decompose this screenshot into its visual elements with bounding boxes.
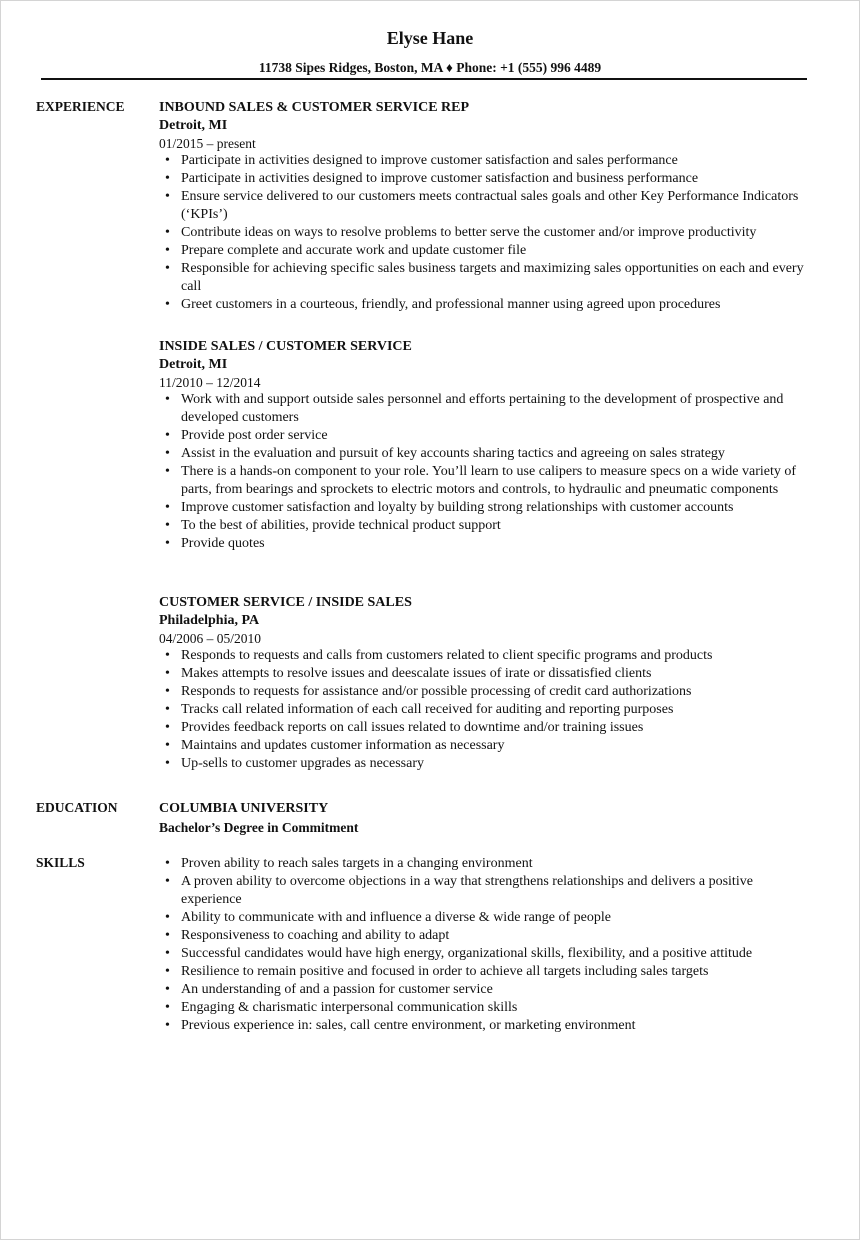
job-duties-list [159, 152, 809, 314]
skills-entry [159, 855, 809, 1035]
list-item: • Successful candidates would have high energy, organizational skills, flexibility, and a positive attitude [181, 945, 809, 963]
list-item: • Participate in activities designed to improve customer satisfaction and business performance [181, 170, 809, 188]
section-label-skills: SKILLS [36, 855, 85, 870]
contact-line: 11738 Sipes Ridges, Boston, MA ♦ Phone: +1 (555) 996 4489 [258, 60, 602, 75]
list-item: • Up-sells to customer upgrades as necessary [181, 755, 809, 773]
list-item: • There is a hands-on component to your role. You’ll learn to use calipers to measure specs on a wide variety of parts, from bearings and sprockets to electric motors and controls, to hydraulic and pneumatic components [181, 463, 809, 499]
list-item: • Prepare complete and accurate work and update customer file [181, 242, 809, 260]
list-item: • Resilience to remain positive and focused in order to achieve all targets including sales targets [181, 963, 809, 981]
job-location: Detroit, MI [159, 118, 228, 133]
degree-name: Bachelor’s Degree in Commitment [159, 820, 359, 835]
list-item: • Assist in the evaluation and pursuit of key accounts sharing tactics and agreeing on sales strategy [181, 445, 809, 463]
list-item: • Maintains and updates customer information as necessary [181, 737, 809, 755]
job-dates: 11/2010 – 12/2014 [159, 375, 261, 390]
list-item: • Proven ability to reach sales targets in a changing environment [181, 855, 809, 873]
job-duties-list [159, 391, 809, 553]
section-label-experience: EXPERIENCE [36, 99, 125, 114]
list-item: • Provide quotes [181, 535, 809, 553]
list-item: • Provides feedback reports on call issues related to downtime and/or training issues [181, 719, 809, 737]
list-item: • Participate in activities designed to improve customer satisfaction and sales performance [181, 152, 809, 170]
job-dates: 04/2006 – 05/2010 [159, 631, 262, 646]
list-item: • Work with and support outside sales personnel and efforts pertaining to the development of prospective and developed customers [181, 391, 809, 427]
header-divider [41, 78, 807, 80]
job-title: INSIDE SALES / CUSTOMER SERVICE [159, 339, 412, 354]
job-entry [159, 594, 809, 773]
job-dates: 01/2015 – present [159, 136, 256, 151]
job-location: Philadelphia, PA [159, 613, 260, 628]
list-item: • Responsiveness to coaching and ability to adapt [181, 927, 809, 945]
job-location: Detroit, MI [159, 357, 228, 372]
skills-list [159, 855, 809, 1035]
job-duties-list [159, 647, 809, 773]
list-item: • Makes attempts to resolve issues and deescalate issues of irate or dissatisfied clients [181, 665, 809, 683]
list-item: • Engaging & charismatic interpersonal communication skills [181, 999, 809, 1017]
job-title: CUSTOMER SERVICE / INSIDE SALES [159, 595, 412, 610]
candidate-name: Elyse Hane [386, 28, 474, 48]
job-entry [159, 99, 809, 314]
school-name: COLUMBIA UNIVERSITY [159, 801, 329, 816]
list-item: • Contribute ideas on ways to resolve problems to better serve the customer and/or improve productivity [181, 224, 809, 242]
list-item: • A proven ability to overcome objections in a way that strengthens relationships and delivers a positive experience [181, 873, 809, 909]
list-item: • Ensure service delivered to our customers meets contractual sales goals and other Key Performance Indicators (‘KPIs’) [181, 188, 809, 224]
list-item: • Responsible for achieving specific sales business targets and maximizing sales opportunities on each and every call [181, 260, 809, 296]
list-item: • An understanding of and a passion for customer service [181, 981, 809, 999]
list-item: • Provide post order service [181, 427, 809, 445]
job-title: INBOUND SALES & CUSTOMER SERVICE REP [159, 100, 470, 115]
job-entry [159, 338, 809, 553]
list-item: • Responds to requests for assistance and/or possible processing of credit card authorizations [181, 683, 809, 701]
list-item: • Ability to communicate with and influence a diverse & wide range of people [181, 909, 809, 927]
list-item: • Greet customers in a courteous, friendly, and professional manner using agreed upon procedures [181, 296, 809, 314]
list-item: • To the best of abilities, provide technical product support [181, 517, 809, 535]
education-entry [159, 799, 809, 837]
section-label-education: EDUCATION [36, 800, 118, 815]
list-item: • Improve customer satisfaction and loyalty by building strong relationships with customer accounts [181, 499, 809, 517]
list-item: • Tracks call related information of each call received for auditing and reporting purposes [181, 701, 809, 719]
list-item: • Responds to requests and calls from customers related to client specific programs and products [181, 647, 809, 665]
list-item: • Previous experience in: sales, call centre environment, or marketing environment [181, 1017, 809, 1035]
